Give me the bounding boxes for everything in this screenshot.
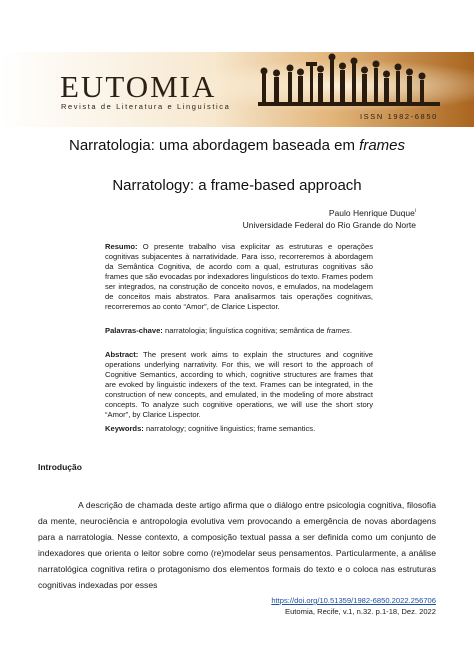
keywords-label: Keywords: (105, 424, 144, 433)
abstract-label: Abstract: (105, 350, 139, 359)
keywords-block (105, 424, 373, 434)
body-paragraph (38, 497, 436, 594)
article-title-pt (0, 137, 474, 154)
palavras-chave-block (105, 326, 373, 336)
resumo-label: Resumo: (105, 242, 138, 251)
journal-issn: ISSN 1982-6850 (360, 112, 438, 121)
author-name: Paulo Henrique Duque (328, 208, 415, 218)
palavras-chave-end: . (349, 326, 352, 335)
journal-subtitle: Revista de Literatura e Linguística (61, 102, 231, 111)
keywords-text: narratology; cognitive linguistics; frame semantics. (145, 424, 316, 433)
palavras-chave-text: narratologia; linguística cognitiva; semântica de (164, 326, 327, 335)
author-affiliation: Universidade Federal do Rio Grande do Norte (242, 220, 416, 230)
journal-logo: EUTOMIA (60, 69, 217, 104)
abstract-block (105, 350, 373, 420)
section-heading: Introdução (38, 462, 82, 472)
body-paragraph-text: A descrição de chamada deste artigo afirma que o diálogo entre psicologia cognitiva, filosofia da mente, neurociência e antropologia evolutiva vem provocando a emergência de novas abordagens para a narratologia. Nesse contexto, a composição textual passa a ser definida como um conjunto de indexadores que orienta o leitor sobre como (re)modelar seus pensamentos. Particularmente, a análise narratológica cognitiva retira o protagonismo dos elementos formais do texto e o coloca nas estruturas cognitivas indexadas por esses (38, 500, 436, 591)
resumo-block (105, 242, 373, 312)
article-title-en: Narratology: a frame-based approach (112, 177, 362, 194)
journal-banner (0, 52, 474, 127)
doi-link[interactable]: https://doi.org/10.51359/1982-6850.2022.256706 (271, 596, 436, 605)
resumo-text: O presente trabalho visa explicitar as estruturas e operações cognitivas subjacentes à narratividade. Para isso, recorreremos à abordagem da Semântica Cognitiva, de acordo com a qual, estruturas cognitivas são frames que são evocadas por indexadores linguísticos do texto. Frames podem ser integrados, na construção de conceito novos, e emulados, na modelagem de conceitos mais abstratos. Para analisarmos tais operações cognitivas, recorreremos ao conto “Amor”, de Clarice Lispector. (105, 242, 373, 311)
citation-footer: Eutomia, Recife, v.1, n.32. p.1-18, Dez. 2022 (285, 607, 436, 616)
palavras-chave-label: Palavras-chave: (105, 326, 163, 335)
palavras-chave-em: frames (326, 326, 350, 335)
abstract-text: The present work aims to explain the structures and cognitive operations underlying narrativity. For this, we will resort to the approach of Cognitive Semantics, according to which, cognitive structures are frames that are evoked by linguistic indexers of the text. Frames can be integrated, in the construction of new concepts, and emulated, in the modeling of more abstract concepts. To analyze such cognitive operations, we will use the short story “Amor”, by Clarice Lispector. (105, 350, 373, 419)
author-line (329, 208, 416, 218)
author-footnote-marker[interactable]: i (414, 208, 416, 215)
article-title-pt-em: frames (359, 137, 405, 154)
article-title-pt-main: Narratologia: uma abordagem baseada em (68, 137, 360, 154)
